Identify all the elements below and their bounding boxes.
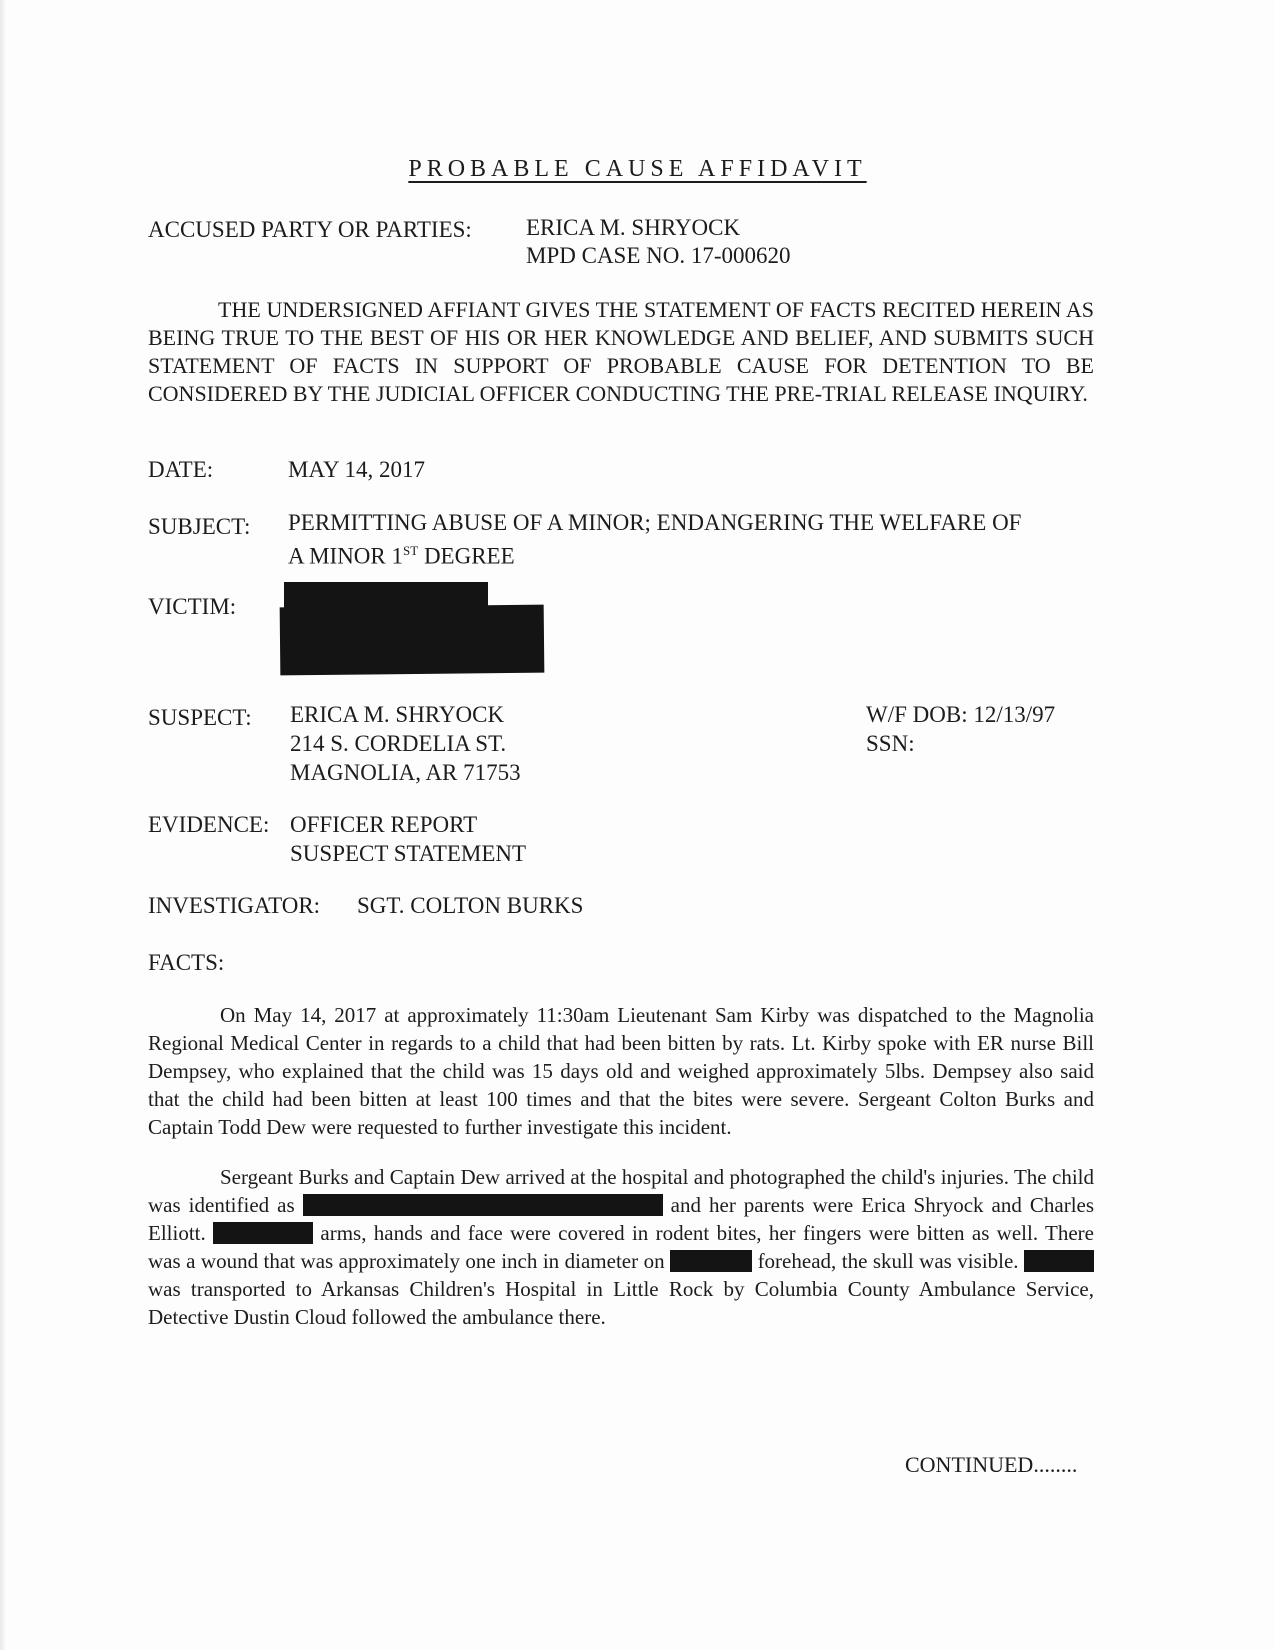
date-label: DATE: <box>148 457 214 482</box>
victim-label: VICTIM: <box>148 594 237 619</box>
suspect-label: SUSPECT: <box>148 705 252 730</box>
suspect-ssn: SSN: <box>866 731 915 756</box>
subject-line1: PERMITTING ABUSE OF A MINOR; ENDANGERING THE WELFARE OF <box>288 510 1022 535</box>
victim-redaction <box>280 605 545 676</box>
redaction-victim-possessive <box>213 1222 313 1244</box>
subject-line2: A MINOR 1ST DEGREE <box>288 543 515 569</box>
date-value: MAY 14, 2017 <box>288 457 425 482</box>
evidence-item-officer-report: OFFICER REPORT <box>290 812 478 837</box>
accused-name: ERICA M. SHRYOCK <box>526 215 741 240</box>
suspect-street: 214 S. CORDELIA ST. <box>290 731 507 756</box>
scan-edge <box>0 0 6 1650</box>
continued-note: CONTINUED........ <box>905 1452 1078 1477</box>
suspect-city: MAGNOLIA, AR 71753 <box>290 760 521 785</box>
suspect-name: ERICA M. SHRYOCK <box>290 702 505 727</box>
document-title: PROBABLE CAUSE AFFIDAVIT <box>408 156 867 182</box>
evidence-label: EVIDENCE: <box>148 812 270 837</box>
suspect-dob: W/F DOB: 12/13/97 <box>866 702 1056 727</box>
facts-paragraph-1: On May 14, 2017 at approximately 11:30am Lieutenant Sam Kirby was dispatched to the Magnolia Regional Medical Center in regards to a child that had been bitten by rats. Lt. Kirby spoke with ER nurse Bill Dempsey, who explained that the child was 15 days old and weighed approximately 5lbs. Dempsey also said that the child had been bitten at least 100 times and that the bites were severe. Sergeant Colton Burks and Captain Todd Dew were requested to further investigate this incident. <box>148 1003 1094 1139</box>
redaction-victim-possessive-2 <box>670 1250 752 1272</box>
preamble: THE UNDERSIGNED AFFIANT GIVES THE STATEMENT OF FACTS RECITED HEREIN AS BEING TRUE TO THE BEST OF HIS OR HER KNOWLEDGE AND BELIEF, AND SUBMITS SUCH STATEMENT OF FACTS IN SUPPORT OF PROBABLE CAUSE FOR DETENTION TO BE CONSIDERED BY THE JUDICIAL OFFICER CONDUCTING THE PRE-TRIAL RELEASE INQUIRY. <box>148 297 1094 406</box>
investigator-label: INVESTIGATOR: <box>148 893 321 918</box>
facts-label: FACTS: <box>148 950 225 975</box>
investigator-value: SGT. COLTON BURKS <box>357 893 584 918</box>
redaction-victim-name <box>303 1194 663 1216</box>
case-number: MPD CASE NO. 17-000620 <box>526 243 791 268</box>
accused-label: ACCUSED PARTY OR PARTIES: <box>148 217 472 242</box>
redaction-victim-name-2 <box>1024 1250 1094 1272</box>
subject-label: SUBJECT: <box>148 514 251 539</box>
facts-paragraph-2: Sergeant Burks and Captain Dew arrived at the hospital and photographed the child's injuries. The child was identified as and her parents were Erica Shryock and Charles Elliott. arms, hands and face were covered in rodent bites, her fingers were bitten as well. There was a wound that was approximately one inch in diameter on forehead, the skull was visible. was transported to Arkansas Children's Hospital in Little Rock by Columbia County Ambulance Service, Detective Dustin Cloud followed the ambulance there. <box>148 1165 1095 1329</box>
evidence-item-suspect-statement: SUSPECT STATEMENT <box>290 841 527 866</box>
